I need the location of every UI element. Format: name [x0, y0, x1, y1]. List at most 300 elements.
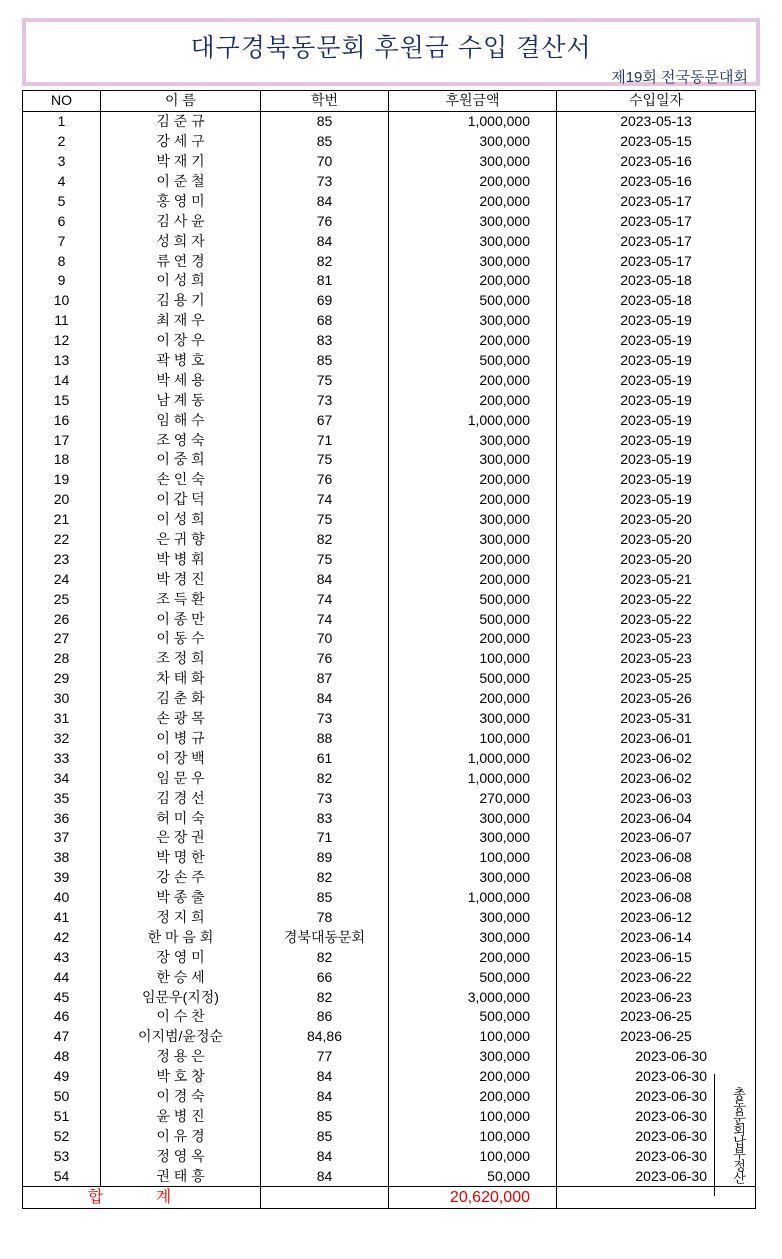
row-amount: 1,000,000 — [389, 888, 557, 908]
row-name: 류 연 경 — [101, 251, 261, 271]
table-row — [23, 311, 756, 331]
row-year: 85 — [261, 132, 389, 152]
table-row — [23, 1067, 756, 1087]
row-name: 박 호 창 — [101, 1067, 261, 1087]
row-date: 2023-06-30 — [557, 1126, 756, 1146]
row-name: 이 동 수 — [101, 629, 261, 649]
row-date: 2023-05-19 — [557, 370, 756, 390]
row-name: 이 갑 덕 — [101, 490, 261, 510]
row-name: 은 귀 향 — [101, 530, 261, 550]
row-amount: 300,000 — [389, 510, 557, 530]
row-no: 29 — [23, 669, 101, 689]
row-year: 73 — [261, 788, 389, 808]
row-date: 2023-05-17 — [557, 251, 756, 271]
row-no: 16 — [23, 410, 101, 430]
table-row — [23, 331, 756, 351]
row-no: 11 — [23, 311, 101, 331]
row-amount: 500,000 — [389, 669, 557, 689]
row-amount: 200,000 — [389, 191, 557, 211]
row-date: 2023-06-07 — [557, 828, 756, 848]
table-row — [23, 788, 756, 808]
row-no: 43 — [23, 947, 101, 967]
row-name: 강 세 구 — [101, 132, 261, 152]
row-date: 2023-05-17 — [557, 191, 756, 211]
row-amount: 1,000,000 — [389, 748, 557, 768]
row-name: 김 경 선 — [101, 788, 261, 808]
row-amount: 1,000,000 — [389, 768, 557, 788]
row-year: 76 — [261, 211, 389, 231]
row-date: 2023-05-19 — [557, 490, 756, 510]
total-amount: 20,620,000 — [389, 1186, 557, 1208]
row-no: 27 — [23, 629, 101, 649]
row-no: 15 — [23, 390, 101, 410]
row-no: 48 — [23, 1047, 101, 1067]
column-header-no: NO — [23, 91, 101, 112]
row-no: 33 — [23, 748, 101, 768]
row-amount: 100,000 — [389, 1146, 557, 1166]
row-date: 2023-05-23 — [557, 649, 756, 669]
row-no: 31 — [23, 709, 101, 729]
row-no: 21 — [23, 510, 101, 530]
row-date: 2023-06-04 — [557, 808, 756, 828]
row-amount: 100,000 — [389, 649, 557, 669]
table-row — [23, 1047, 756, 1067]
row-amount: 500,000 — [389, 967, 557, 987]
row-amount: 200,000 — [389, 1087, 557, 1107]
table-row — [23, 231, 756, 251]
row-name: 정 지 희 — [101, 908, 261, 928]
row-no: 8 — [23, 251, 101, 271]
row-year: 70 — [261, 152, 389, 172]
row-amount: 200,000 — [389, 1067, 557, 1087]
row-amount: 200,000 — [389, 370, 557, 390]
row-name: 이 유 경 — [101, 1126, 261, 1146]
row-no: 46 — [23, 1007, 101, 1027]
row-name: 이 종 만 — [101, 609, 261, 629]
row-amount: 300,000 — [389, 211, 557, 231]
table-row — [23, 828, 756, 848]
row-no: 6 — [23, 211, 101, 231]
row-date: 2023-06-08 — [557, 868, 756, 888]
column-header-name: 이 름 — [101, 91, 261, 112]
table-row — [23, 390, 756, 410]
row-year: 82 — [261, 987, 389, 1007]
row-date: 2023-05-19 — [557, 351, 756, 371]
table-row — [23, 927, 756, 947]
row-date: 2023-06-14 — [557, 927, 756, 947]
row-name: 이 수 찬 — [101, 1007, 261, 1027]
row-name: 차 태 화 — [101, 669, 261, 689]
row-year: 82 — [261, 868, 389, 888]
row-date: 2023-05-21 — [557, 569, 756, 589]
row-date: 2023-05-18 — [557, 291, 756, 311]
row-amount: 300,000 — [389, 908, 557, 928]
row-no: 30 — [23, 689, 101, 709]
row-amount: 300,000 — [389, 251, 557, 271]
table-row — [23, 211, 756, 231]
row-date: 2023-06-30 — [557, 1146, 756, 1166]
table-row — [23, 649, 756, 669]
row-no: 13 — [23, 351, 101, 371]
table-header-row — [23, 91, 756, 112]
row-no: 45 — [23, 987, 101, 1007]
row-date: 2023-06-23 — [557, 987, 756, 1007]
row-no: 10 — [23, 291, 101, 311]
row-amount: 500,000 — [389, 1007, 557, 1027]
table-row — [23, 152, 756, 172]
total-row — [23, 1186, 756, 1208]
row-name: 장 영 미 — [101, 947, 261, 967]
row-no: 22 — [23, 530, 101, 550]
row-date: 2023-06-12 — [557, 908, 756, 928]
row-name: 김 춘 화 — [101, 689, 261, 709]
column-header-year: 학번 — [261, 91, 389, 112]
row-year: 82 — [261, 947, 389, 967]
table-row — [23, 291, 756, 311]
row-year: 89 — [261, 848, 389, 868]
row-date: 2023-06-30 — [557, 1067, 756, 1087]
row-no: 14 — [23, 370, 101, 390]
table-row — [23, 490, 756, 510]
row-name: 조 득 환 — [101, 589, 261, 609]
table-row — [23, 1106, 756, 1126]
row-no: 53 — [23, 1146, 101, 1166]
row-year: 86 — [261, 1007, 389, 1027]
table-row — [23, 669, 756, 689]
row-year: 84 — [261, 1087, 389, 1107]
table-row — [23, 908, 756, 928]
row-date: 2023-06-01 — [557, 729, 756, 749]
row-no: 49 — [23, 1067, 101, 1087]
row-amount: 300,000 — [389, 231, 557, 251]
row-year: 84,86 — [261, 1027, 389, 1047]
row-amount: 200,000 — [389, 470, 557, 490]
row-no: 41 — [23, 908, 101, 928]
row-date: 2023-06-03 — [557, 788, 756, 808]
row-date: 2023-05-23 — [557, 629, 756, 649]
table-row — [23, 530, 756, 550]
row-amount: 300,000 — [389, 450, 557, 470]
row-year: 73 — [261, 390, 389, 410]
row-name: 남 계 동 — [101, 390, 261, 410]
document-title: 대구경북동문회 후원금 수입 결산서 — [190, 34, 592, 62]
row-year: 74 — [261, 589, 389, 609]
row-no: 18 — [23, 450, 101, 470]
row-amount: 200,000 — [389, 947, 557, 967]
table-row — [23, 450, 756, 470]
row-date: 2023-05-31 — [557, 709, 756, 729]
row-date: 2023-06-02 — [557, 768, 756, 788]
row-date: 2023-05-22 — [557, 609, 756, 629]
row-no: 36 — [23, 808, 101, 828]
table-row — [23, 947, 756, 967]
row-year: 67 — [261, 410, 389, 430]
row-no: 26 — [23, 609, 101, 629]
row-no: 20 — [23, 490, 101, 510]
row-name: 허 미 숙 — [101, 808, 261, 828]
row-no: 54 — [23, 1166, 101, 1186]
table-row — [23, 967, 756, 987]
row-year: 84 — [261, 1166, 389, 1186]
row-name: 이 경 숙 — [101, 1087, 261, 1107]
table-row — [23, 251, 756, 271]
table-body — [23, 111, 756, 1186]
row-no: 50 — [23, 1087, 101, 1107]
row-name: 임문우(지정) — [101, 987, 261, 1007]
row-no: 5 — [23, 191, 101, 211]
row-year: 68 — [261, 311, 389, 331]
row-year: 87 — [261, 669, 389, 689]
row-no: 17 — [23, 430, 101, 450]
table-row — [23, 1007, 756, 1027]
row-name: 한 마 음 회 — [101, 927, 261, 947]
row-no: 47 — [23, 1027, 101, 1047]
row-date: 2023-05-19 — [557, 470, 756, 490]
row-year: 66 — [261, 967, 389, 987]
row-date: 2023-06-02 — [557, 748, 756, 768]
row-year: 71 — [261, 828, 389, 848]
row-name: 권 태 흥 — [101, 1166, 261, 1186]
row-date: 2023-05-19 — [557, 450, 756, 470]
row-no: 2 — [23, 132, 101, 152]
row-year: 70 — [261, 629, 389, 649]
row-year: 75 — [261, 510, 389, 530]
table-row — [23, 549, 756, 569]
row-name: 윤 병 진 — [101, 1106, 261, 1126]
table-row — [23, 470, 756, 490]
row-no: 12 — [23, 331, 101, 351]
row-no: 32 — [23, 729, 101, 749]
row-no: 39 — [23, 868, 101, 888]
row-name: 성 희 자 — [101, 231, 261, 251]
row-year: 84 — [261, 1146, 389, 1166]
table-row — [23, 1146, 756, 1166]
row-no: 37 — [23, 828, 101, 848]
row-date: 2023-05-16 — [557, 172, 756, 192]
table-row — [23, 1166, 756, 1186]
row-date: 2023-06-30 — [557, 1166, 756, 1186]
row-no: 25 — [23, 589, 101, 609]
row-year: 78 — [261, 908, 389, 928]
row-no: 38 — [23, 848, 101, 868]
row-amount: 3,000,000 — [389, 987, 557, 1007]
row-year: 경북대동문회 — [261, 927, 389, 947]
row-no: 24 — [23, 569, 101, 589]
row-date: 2023-06-30 — [557, 1087, 756, 1107]
row-amount: 200,000 — [389, 689, 557, 709]
row-name: 이 성 희 — [101, 510, 261, 530]
row-amount: 200,000 — [389, 172, 557, 192]
table-row — [23, 729, 756, 749]
row-amount: 200,000 — [389, 271, 557, 291]
row-date: 2023-06-08 — [557, 888, 756, 908]
row-no: 3 — [23, 152, 101, 172]
row-date: 2023-05-16 — [557, 152, 756, 172]
row-date: 2023-05-25 — [557, 669, 756, 689]
row-date: 2023-05-17 — [557, 231, 756, 251]
table-row — [23, 111, 756, 131]
row-year: 85 — [261, 351, 389, 371]
row-year: 83 — [261, 808, 389, 828]
row-name: 정 영 옥 — [101, 1146, 261, 1166]
table-row — [23, 748, 756, 768]
row-no: 19 — [23, 470, 101, 490]
row-amount: 300,000 — [389, 530, 557, 550]
table-row — [23, 1126, 756, 1146]
donation-table — [22, 90, 756, 1209]
row-year: 85 — [261, 888, 389, 908]
row-amount: 200,000 — [389, 390, 557, 410]
row-name: 강 손 주 — [101, 868, 261, 888]
table-row — [23, 689, 756, 709]
row-amount: 300,000 — [389, 1047, 557, 1067]
row-name: 김 용 기 — [101, 291, 261, 311]
table-row — [23, 629, 756, 649]
row-date: 2023-05-19 — [557, 311, 756, 331]
table-row — [23, 191, 756, 211]
row-amount: 200,000 — [389, 549, 557, 569]
row-name: 박 경 진 — [101, 569, 261, 589]
row-amount: 100,000 — [389, 1126, 557, 1146]
row-amount: 100,000 — [389, 1106, 557, 1126]
row-year: 82 — [261, 768, 389, 788]
row-amount: 500,000 — [389, 351, 557, 371]
row-no: 1 — [23, 111, 101, 131]
table-row — [23, 510, 756, 530]
row-no: 7 — [23, 231, 101, 251]
row-date: 2023-05-20 — [557, 549, 756, 569]
table-row — [23, 132, 756, 152]
row-amount: 500,000 — [389, 609, 557, 629]
row-year: 77 — [261, 1047, 389, 1067]
table-row — [23, 1027, 756, 1047]
row-no: 4 — [23, 172, 101, 192]
table-row — [23, 1087, 756, 1107]
side-note-bracket — [714, 1074, 727, 1196]
row-amount: 300,000 — [389, 927, 557, 947]
row-year: 74 — [261, 609, 389, 629]
row-amount: 300,000 — [389, 152, 557, 172]
row-year: 83 — [261, 331, 389, 351]
row-year: 69 — [261, 291, 389, 311]
row-name: 이 병 규 — [101, 729, 261, 749]
row-amount: 1,000,000 — [389, 111, 557, 131]
row-date: 2023-05-26 — [557, 689, 756, 709]
row-amount: 300,000 — [389, 868, 557, 888]
row-year: 85 — [261, 1126, 389, 1146]
row-year: 81 — [261, 271, 389, 291]
row-date: 2023-06-15 — [557, 947, 756, 967]
table-row — [23, 768, 756, 788]
row-amount: 50,000 — [389, 1166, 557, 1186]
row-year: 84 — [261, 569, 389, 589]
row-amount: 100,000 — [389, 729, 557, 749]
row-no: 40 — [23, 888, 101, 908]
row-name: 홍 영 미 — [101, 191, 261, 211]
row-amount: 1,000,000 — [389, 410, 557, 430]
row-date: 2023-05-19 — [557, 390, 756, 410]
row-no: 51 — [23, 1106, 101, 1126]
table-row — [23, 351, 756, 371]
row-year: 84 — [261, 1067, 389, 1087]
row-date: 2023-06-08 — [557, 848, 756, 868]
row-date: 2023-05-19 — [557, 410, 756, 430]
column-header-date: 수입일자 — [557, 91, 756, 112]
row-year: 76 — [261, 649, 389, 669]
row-date: 2023-05-13 — [557, 111, 756, 131]
total-spacer — [261, 1186, 389, 1208]
row-name: 이 장 백 — [101, 748, 261, 768]
row-name: 박 재 기 — [101, 152, 261, 172]
column-header-amount: 후원금액 — [389, 91, 557, 112]
row-amount: 200,000 — [389, 569, 557, 589]
row-name: 김 사 윤 — [101, 211, 261, 231]
table-row — [23, 987, 756, 1007]
row-no: 35 — [23, 788, 101, 808]
row-amount: 500,000 — [389, 291, 557, 311]
row-no: 52 — [23, 1126, 101, 1146]
row-date: 2023-06-30 — [557, 1047, 756, 1067]
row-no: 42 — [23, 927, 101, 947]
row-date: 2023-05-19 — [557, 430, 756, 450]
row-year: 75 — [261, 370, 389, 390]
row-year: 75 — [261, 549, 389, 569]
row-year: 71 — [261, 430, 389, 450]
row-amount: 200,000 — [389, 490, 557, 510]
row-name: 이지범/윤정순 — [101, 1027, 261, 1047]
row-amount: 300,000 — [389, 430, 557, 450]
row-amount: 300,000 — [389, 709, 557, 729]
row-date: 2023-05-20 — [557, 510, 756, 530]
row-date: 2023-05-17 — [557, 211, 756, 231]
document-subtitle: 제19회 전국동문대회 — [611, 69, 748, 86]
row-name: 박 종 출 — [101, 888, 261, 908]
row-amount: 500,000 — [389, 589, 557, 609]
table-row — [23, 848, 756, 868]
row-date: 2023-05-19 — [557, 331, 756, 351]
row-year: 82 — [261, 530, 389, 550]
table-row — [23, 370, 756, 390]
row-no: 28 — [23, 649, 101, 669]
row-name: 임 문 우 — [101, 768, 261, 788]
row-no: 44 — [23, 967, 101, 987]
row-year: 88 — [261, 729, 389, 749]
row-amount: 200,000 — [389, 629, 557, 649]
row-name: 손 인 숙 — [101, 470, 261, 490]
row-name: 이 준 철 — [101, 172, 261, 192]
row-name: 조 영 숙 — [101, 430, 261, 450]
row-no: 23 — [23, 549, 101, 569]
row-name: 이 성 희 — [101, 271, 261, 291]
table-row — [23, 589, 756, 609]
table-row — [23, 888, 756, 908]
row-date: 2023-06-25 — [557, 1007, 756, 1027]
row-no: 9 — [23, 271, 101, 291]
row-year: 61 — [261, 748, 389, 768]
row-date: 2023-05-20 — [557, 530, 756, 550]
row-amount: 300,000 — [389, 132, 557, 152]
table-row — [23, 271, 756, 291]
row-amount: 200,000 — [389, 331, 557, 351]
row-year: 85 — [261, 111, 389, 131]
row-date: 2023-06-25 — [557, 1027, 756, 1047]
row-year: 84 — [261, 231, 389, 251]
row-name: 임 해 수 — [101, 410, 261, 430]
row-date: 2023-05-15 — [557, 132, 756, 152]
row-amount: 300,000 — [389, 808, 557, 828]
row-year: 85 — [261, 1106, 389, 1126]
table-row — [23, 709, 756, 729]
